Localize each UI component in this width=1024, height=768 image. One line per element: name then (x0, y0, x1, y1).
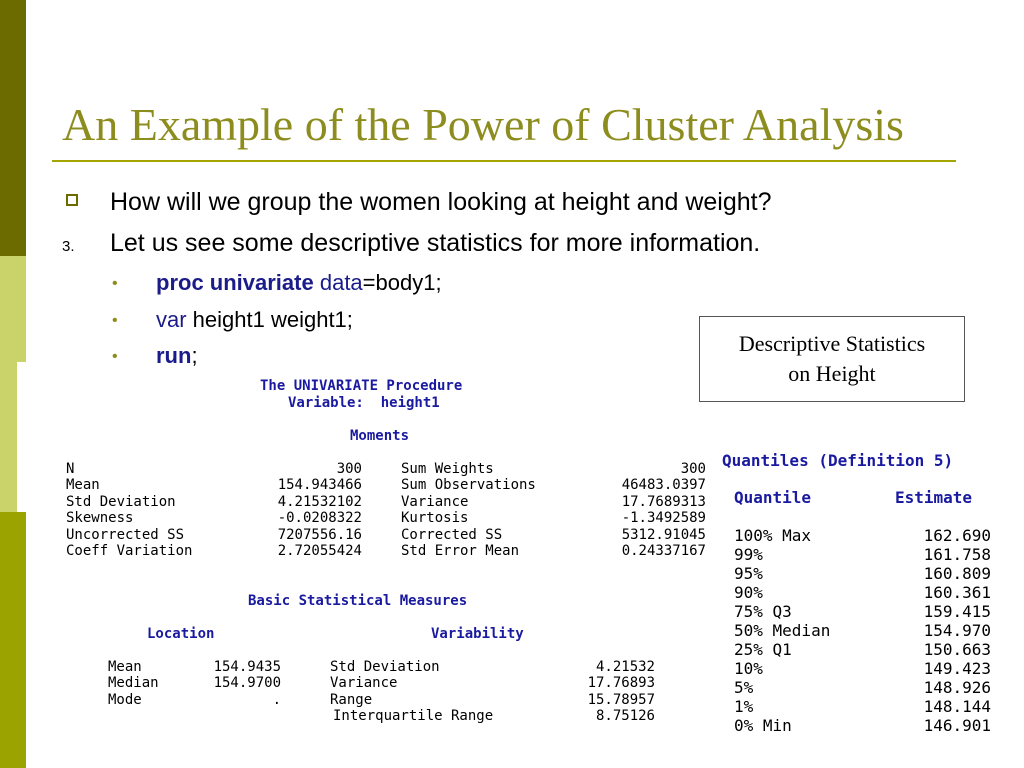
bullet-1 (62, 188, 772, 217)
left-band-mid (0, 512, 26, 768)
moments-right-value: 17.7689313 (621, 493, 706, 510)
location-value: . (272, 691, 281, 708)
location-value: 154.9435 (213, 659, 281, 675)
location-value: 154.9700 (213, 675, 281, 692)
quantile-estimate: 160.361 (923, 583, 991, 602)
moments-left-value: 300 (336, 461, 362, 477)
moments-right-label: Variance (401, 493, 469, 510)
quantile-label: 50% Median (734, 621, 831, 640)
quantile-label: 5% (734, 678, 754, 697)
code-line-3: • run; (112, 343, 198, 368)
variability-label: Std Deviation (330, 659, 440, 675)
square-bullet-icon (62, 188, 110, 217)
moments-right-label: Corrected SS (401, 526, 503, 543)
moments-left-value: 154.943466 (277, 477, 362, 494)
quantile-estimate: 162.690 (923, 526, 991, 545)
callout-box (699, 316, 965, 402)
callout-line-1: Descriptive Statistics (738, 331, 926, 356)
quantile-label: 25% Q1 (734, 640, 792, 659)
dot-bullet-icon: • (112, 312, 118, 329)
moments-left-value: 7207556.16 (277, 526, 362, 543)
moments-left-label: Skewness (66, 510, 134, 527)
basic-measures-title: Basic Statistical Measures (248, 593, 468, 609)
moments-left-value: 4.21532102 (277, 493, 362, 510)
moments-right-label: Sum Weights (401, 461, 494, 477)
quantile-label: 75% Q3 (734, 602, 792, 621)
variable-line: Variable: height1 (288, 395, 440, 411)
variability-value: 17.76893 (587, 675, 655, 692)
location-label: Mode (108, 691, 142, 708)
quantile-estimate: 149.423 (923, 659, 991, 678)
bullet-2 (62, 229, 760, 258)
bullet-2-number: 3. (62, 238, 75, 255)
quantile-label: 100% Max (734, 526, 812, 545)
variability-label: Interquartile Range (333, 708, 494, 725)
variability-value: 8.75126 (595, 708, 655, 725)
left-band-dark (0, 0, 26, 256)
quantile-label: 90% (734, 583, 763, 602)
proc-title: The UNIVARIATE Procedure (260, 378, 463, 394)
moments-right-value: 300 (680, 461, 706, 477)
quantile-estimate: 148.144 (923, 697, 991, 716)
slide-title: An Example of the Power of Cluster Analysis (62, 99, 904, 150)
moments-title: Moments (350, 428, 410, 444)
location-header: Location (147, 626, 215, 642)
location-label: Mean (108, 659, 142, 675)
quantile-label: 1% (734, 697, 754, 716)
code-line-1: • proc univariate data=body1; (112, 270, 442, 295)
moments-left-value: -0.0208322 (277, 510, 362, 527)
quantile-header: Quantile (734, 488, 812, 507)
quantile-label: 0% Min (734, 716, 792, 735)
moments-right-value: 5312.91045 (621, 526, 706, 543)
quantile-estimate: 146.901 (923, 716, 991, 735)
moments-left-label: Std Deviation (66, 493, 176, 510)
quantile-label: 99% (734, 545, 763, 564)
quantile-estimate: 161.758 (923, 545, 991, 564)
quantile-label: 95% (734, 564, 763, 583)
quantile-label: 10% (734, 659, 763, 678)
moments-right-value: -1.3492589 (621, 510, 706, 527)
title-rule (52, 160, 956, 162)
quantile-estimate: 148.926 (923, 678, 991, 697)
moments-left-label: Coeff Variation (66, 543, 193, 559)
moments-right-label: Kurtosis (401, 510, 469, 527)
bullet-1-text: How will we group the women looking at height and weight? (110, 188, 772, 216)
variability-value: 4.21532 (595, 659, 655, 675)
moments-left-value: 2.72055424 (277, 543, 362, 559)
moments-left-label: Mean (66, 477, 100, 494)
bullet-2-text: Let us see some descriptive statistics for more information. (110, 229, 761, 257)
quantile-estimate: 159.415 (923, 602, 991, 621)
quantile-estimate: 154.970 (923, 621, 991, 640)
variability-label: Variance (330, 675, 398, 692)
moments-right-value: 0.24337167 (621, 543, 706, 559)
dot-bullet-icon: • (112, 348, 118, 365)
left-band-notch (17, 362, 26, 512)
quantile-estimate: 160.809 (923, 564, 991, 583)
variability-value: 15.78957 (587, 691, 655, 708)
moments-right-label: Std Error Mean (401, 543, 520, 559)
moments-right-label: Sum Observations (401, 477, 536, 494)
callout-line-2: on Height (788, 361, 876, 386)
dot-bullet-icon: • (112, 275, 118, 292)
variability-label: Range (330, 691, 373, 708)
quantiles-title: Quantiles (Definition 5) (722, 451, 954, 470)
code-line-2: • var height1 weight1; (112, 307, 353, 332)
location-label: Median (108, 675, 159, 692)
moments-left-label: Uncorrected SS (66, 526, 185, 543)
moments-left-label: N (66, 461, 75, 477)
estimate-header: Estimate (895, 488, 973, 507)
moments-right-value: 46483.0397 (621, 477, 706, 494)
quantile-estimate: 150.663 (923, 640, 991, 659)
variability-header: Variability (431, 626, 524, 642)
